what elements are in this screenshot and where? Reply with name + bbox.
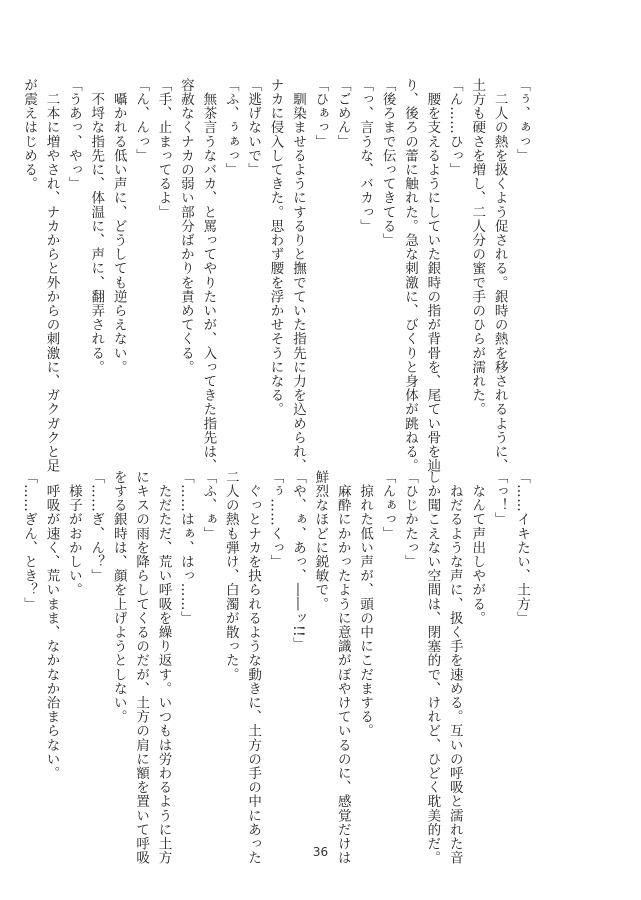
text-line: ナカに侵入してきた。思わず腰を浮かせそうになる。 [267, 78, 284, 417]
text-line: 囁かれる低い声に、どうしても逆らえない。 [110, 78, 127, 375]
text-line: 「手、止まってるよ」 [155, 78, 172, 219]
text-line: 「……イキたい、土方」 [514, 470, 530, 626]
text-line: が震えはじめる。 [21, 78, 38, 191]
page-number: 36 [312, 845, 329, 859]
text-line: 無茶言うなバカ、と罵ってやりたいが、入ってきた指先は、 [200, 78, 217, 473]
text-line: 「後ろまで伝ってきてる」 [379, 78, 396, 248]
text-line: 掠れた低い声が、頭の中にこだまする。 [357, 470, 374, 738]
text-line: 麻酔にかかったように意識がぼやけているのに、感覚だけは [334, 470, 351, 865]
text-line: 「ふ、ぁ」 [200, 470, 217, 541]
text-line: 二人の熱を扱くよう促される。銀時の熱を移されるように、 [491, 78, 508, 473]
text-line: ねだるような声に、扱く手を速める。互いの呼吸と濡れた音 [446, 470, 463, 865]
text-line: 「や、ぁ、あっ、――ッ!!」 [289, 470, 306, 652]
text-line: 「ん……ひっ」 [446, 78, 463, 177]
text-line: 「逃げないで」 [245, 78, 262, 177]
text-line: 馴染ませるようにするりと撫でていた指先に力を込められ、 [289, 78, 306, 473]
text-line: 鮮烈なほどに鋭敏で。 [312, 470, 329, 611]
text-line: 「っ！」 [491, 470, 508, 527]
text-line: 腰を支えるようにしていた銀時の指が背骨を、尾てい骨を辿 [424, 78, 441, 473]
text-line: ぐっとナカを抉られるような動きに、土方の手の中にあった [245, 470, 262, 865]
text-line: 「ごめん」 [334, 78, 351, 149]
text-line: 二本に増やされ、ナカからと外からの刺激に、ガクガクと足 [43, 78, 60, 473]
text-line: にキスの雨を降らしてくるのだが、土方の肩に額を置いて呼吸 [133, 470, 150, 865]
text-line: 「うあっ、やっ」 [65, 78, 82, 191]
text-line: 様子がおかしい。 [65, 470, 82, 597]
text-line: 土方も硬さを増し、二人分の蜜で手のひらが濡れた。 [469, 78, 486, 417]
text-line: 「ふ、ぅぁっ」 [222, 78, 239, 177]
text-line: 「……ぎ、ん？」 [88, 470, 105, 583]
text-line: ただただ、荒い呼吸を繰り返す。いつもは労わるように土方 [155, 470, 172, 865]
text-line: 「んぁっ」 [379, 470, 396, 541]
text-line: 不埒な指先に、体温に、声に、翻弄される。 [88, 78, 105, 375]
text-line: 「ひぁっ」 [312, 78, 329, 149]
text-line: をする銀時は、顔を上げようとしない。 [110, 470, 127, 724]
text-line: なんて声出しやがる。 [469, 470, 486, 626]
text-line: 「っ、言うな、バカっ」 [357, 78, 374, 234]
text-line: 「ひじかたっ」 [401, 470, 418, 569]
text-line: 「……ぎん、とき？」 [21, 470, 38, 611]
text-line: 二人の熱も弾け、白濁が散った。 [222, 470, 239, 682]
text-line: 「ん、んっ」 [133, 78, 150, 163]
text-line: 「ぅ……くっ」 [267, 470, 284, 569]
text-line: 呼吸が速く、荒いまま、なかなか治まらない。 [43, 470, 60, 781]
text-line: しか聞こえない空間は、閉塞的で、けれど、ひどく耽美的だ。 [424, 470, 441, 865]
text-line: 「ぅ、ぁっ」 [514, 78, 530, 163]
text-line: り、後ろの蕾に触れた。急な刺激に、びくりと身体が跳ねる。 [401, 78, 418, 473]
text-line: 容赦なくナカの弱い部分ばかりを責めてくる。 [177, 78, 194, 375]
upper-text-block [18, 78, 533, 473]
text-line: 「……はぁ、はっ……」 [177, 470, 194, 626]
